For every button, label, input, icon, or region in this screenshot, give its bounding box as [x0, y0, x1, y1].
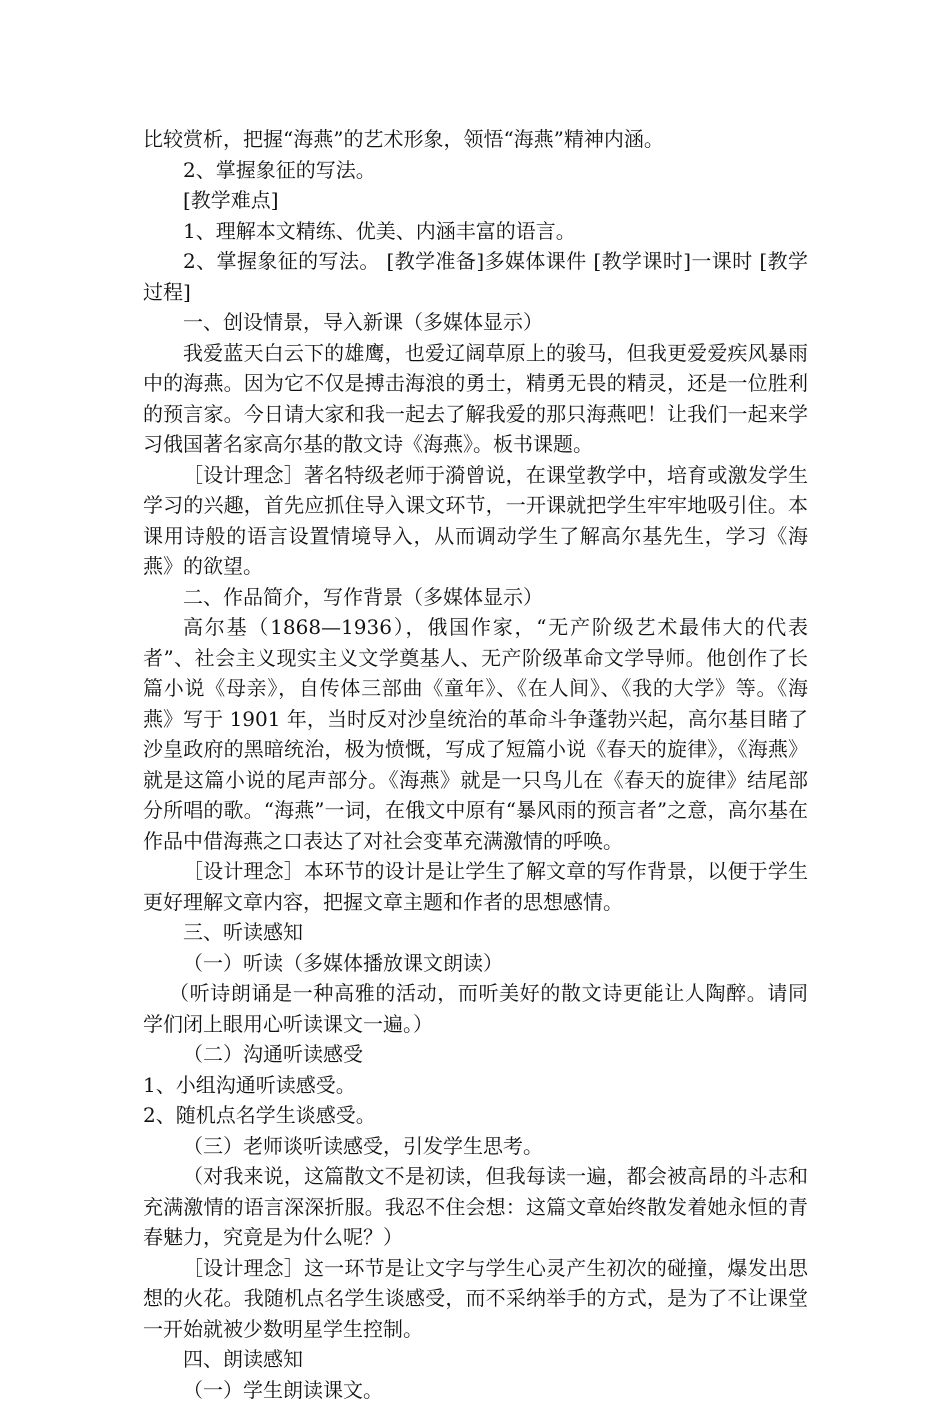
subsection-3: （三）老师谈听读感受，引发学生思考。 [143, 1131, 808, 1162]
design-concept-3: ［设计理念］这一环节是让文字与学生心灵产生初次的碰撞，爆发出思想的火花。我随机点名学生谈感受，而不采纳举手的方式，是为了不让课堂一开始就被少数明星学生控制。 [143, 1253, 808, 1345]
list-item-2: 2、随机点名学生谈感受。 [143, 1100, 808, 1131]
subsection-4-1: （一）学生朗读课文。 [143, 1375, 808, 1405]
paragraph-5: 2、掌握象征的写法。 [教学准备]多媒体课件 [教学课时]一课时 [教学过程] [143, 246, 808, 307]
paragraph-2: 2、掌握象征的写法。 [143, 155, 808, 186]
paragraph-1: 比较赏析，把握“海燕”的艺术形象，领悟“海燕”精神内涵。 [143, 124, 808, 155]
document-body [143, 124, 808, 1405]
section-heading-difficulties: [教学难点] [143, 185, 808, 216]
subsection-2: （二）沟通听读感受 [143, 1039, 808, 1070]
subsection-1: （一）听读（多媒体播放课文朗读） [143, 948, 808, 979]
section-heading-2: 二、作品简介，写作背景（多媒体显示） [143, 582, 808, 613]
paragraph-4: 1、理解本文精练、优美、内涵丰富的语言。 [143, 216, 808, 247]
paragraph-teacher-feeling: （对我来说，这篇散文不是初读，但我每读一遍，都会被高昂的斗志和充满激情的语言深深折服。我忍不住会想：这篇文章始终散发着她永恒的青春魅力，究竟是为什么呢？） [143, 1161, 808, 1253]
section-heading-1: 一、创设情景，导入新课（多媒体显示） [143, 307, 808, 338]
paragraph-intro: 我爱蓝天白云下的雄鹰，也爱辽阔草原上的骏马，但我更爱爱疾风暴雨中的海燕。因为它不仅是搏击海浪的勇士，精勇无畏的精灵，还是一位胜利的预言家。今日请大家和我一起去了解我爱的那只海燕吧！让我们一起来学习俄国著名家高尔基的散文诗《海燕》。板书课题。 [143, 338, 808, 460]
list-item-1: 1、小组沟通听读感受。 [143, 1070, 808, 1101]
design-concept-2: ［设计理念］本环节的设计是让学生了解文章的写作背景，以便于学生更好理解文章内容，把握文章主题和作者的思想感情。 [143, 856, 808, 917]
design-concept-1: ［设计理念］著名特级老师于漪曾说，在课堂教学中，培育或激发学生学习的兴趣，首先应抓住导入课文环节，一开课就把学生牢牢地吸引住。本课用诗般的语言设置情境导入，从而调动学生了解高尔基先生，学习《海燕》的欲望。 [143, 460, 808, 582]
paragraph-author-background: 高尔基（1868—1936），俄国作家，“无产阶级艺术最伟大的代表者”、社会主义现实主义文学奠基人、无产阶级革命文学导师。他创作了长篇小说《母亲》，自传体三部曲《童年》、《在人间》、《我的大学》等。《海燕》写于 1901 年，当时反对沙皇统治的革命斗争蓬勃兴起，高尔基目睹了沙皇政府的黑暗统治，极为愤慨，写成了短篇小说《春天的旋律》，《海燕》就是这篇小说的尾声部分。《海燕》就是一只鸟儿在《春天的旋律》结尾部分所唱的歌。“海燕”一词，在俄文中原有“暴风雨的预言者”之意，高尔基在作品中借海燕之口表达了对社会变革充满激情的呼唤。 [143, 612, 808, 856]
section-heading-3: 三、听读感知 [143, 917, 808, 948]
paragraph-listening: （听诗朗诵是一种高雅的活动，而听美好的散文诗更能让人陶醉。请同学们闭上眼用心听读课文一遍。） [143, 978, 808, 1039]
section-heading-4: 四、朗读感知 [143, 1344, 808, 1375]
